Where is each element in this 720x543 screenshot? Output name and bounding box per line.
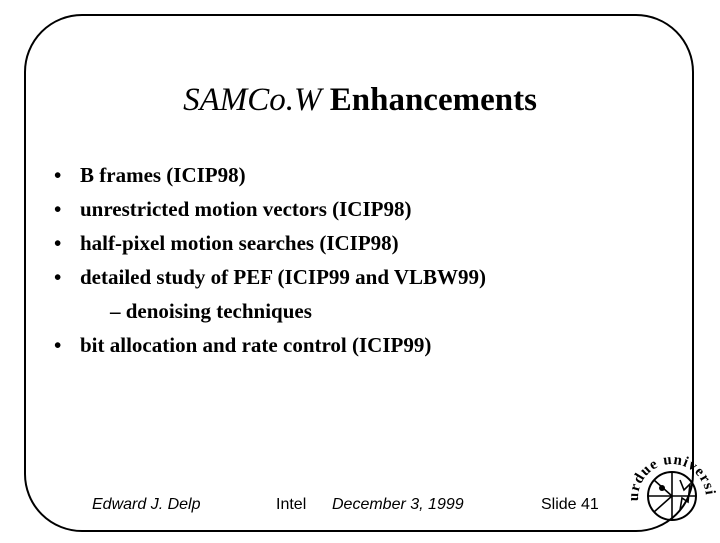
purdue-seal-graphic: [624, 444, 718, 538]
bullet-text: bit allocation and rate control (ICIP99): [80, 333, 432, 357]
slide-title: [0, 78, 720, 122]
footer-slide-number: Slide 41: [541, 496, 599, 513]
bullet-text: B frames (ICIP98): [80, 163, 246, 187]
bullet-item: [54, 226, 654, 260]
bullet-marker: •: [54, 197, 62, 221]
bullet-item: [54, 192, 654, 226]
slide-title-italic: SAMCo.W: [183, 82, 322, 118]
bullet-text: detailed study of PEF (ICIP99 and VLBW99): [80, 265, 487, 289]
bullet-list: [54, 158, 654, 362]
footer-author: Edward J. Delp: [92, 496, 201, 513]
bullet-marker: •: [54, 265, 62, 289]
slide-title-plain: Enhancements: [321, 82, 537, 118]
logo-text-path: urdue universi: [625, 451, 718, 502]
bullet-marker: •: [54, 333, 62, 357]
sub-bullet-text: [110, 294, 312, 328]
bullet-item: [54, 328, 654, 362]
bullet-marker: •: [54, 163, 62, 187]
sub-bullet-marker: –: [110, 299, 121, 323]
sub-bullet-label: denoising techniques: [125, 299, 312, 323]
bullet-text: half-pixel motion searches (ICIP98): [80, 231, 399, 255]
sub-bullet-item: [54, 294, 654, 328]
bullet-item: [54, 260, 654, 294]
footer-organization: Intel: [276, 496, 307, 513]
bullet-marker: •: [54, 231, 62, 255]
purdue-seal-icon: [624, 444, 718, 538]
bullet-item: [54, 158, 654, 192]
bullet-text: unrestricted motion vectors (ICIP98): [80, 197, 412, 221]
footer-date: December 3, 1999: [332, 496, 464, 513]
